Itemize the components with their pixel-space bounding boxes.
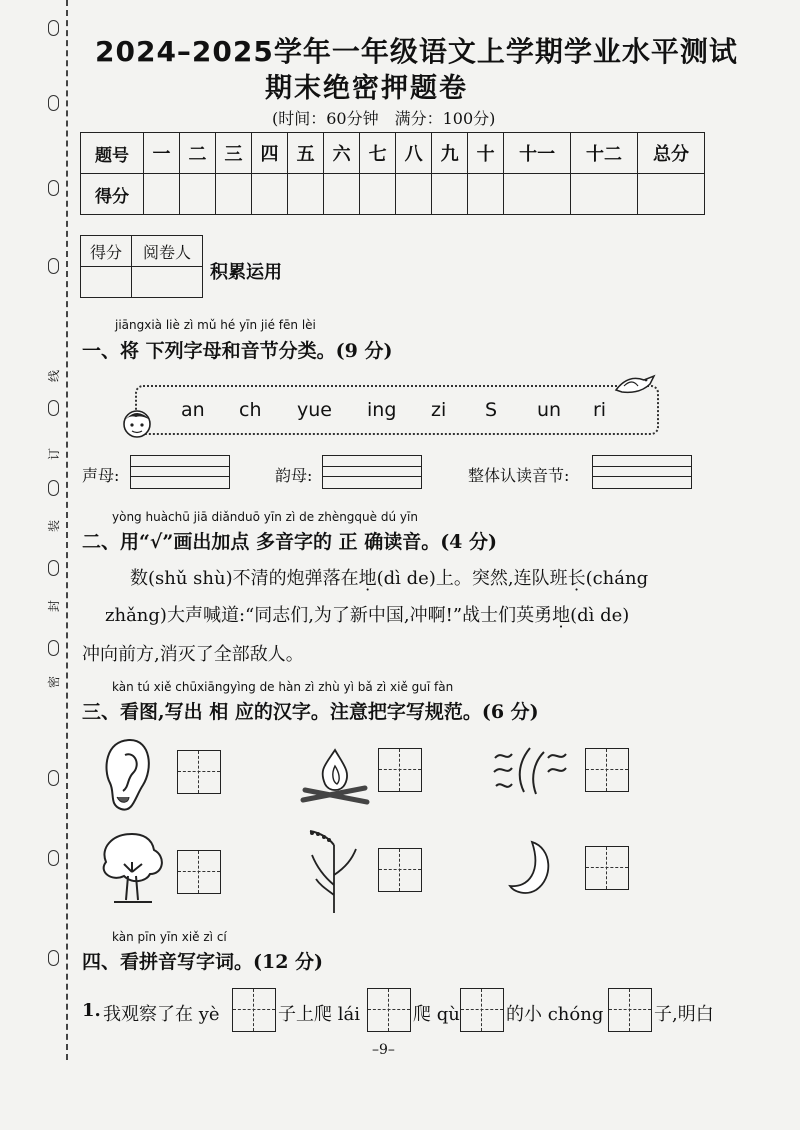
score-cell[interactable]: [637, 174, 704, 215]
score-header-cell: 九: [432, 133, 468, 174]
q4-text: 的小 chóng: [506, 1004, 604, 1025]
q4-char-grid[interactable]: [460, 988, 504, 1032]
score-cell[interactable]: [324, 174, 360, 215]
tree-picture-icon: [92, 828, 172, 908]
binding-char: 装: [47, 519, 60, 534]
q2-passage-line-1: [130, 564, 648, 590]
q2-dotted-char: 长: [567, 568, 586, 589]
section-title: 积累运用: [210, 262, 282, 283]
q2-dotted-char: 地: [358, 568, 377, 589]
score-cell[interactable]: [571, 174, 638, 215]
score-cell[interactable]: [252, 174, 288, 215]
binding-hole: [48, 640, 59, 656]
q3-pinyin: kàn tú xiě chūxiāngyìng de hàn zì zhù yì bǎ zì xiě guī fàn: [112, 680, 454, 694]
q2-text: (dì de)上。突然,连队班: [376, 568, 568, 589]
letter-item: an: [181, 399, 205, 421]
score-cell[interactable]: [504, 174, 571, 215]
q4-text: 我观察了在 yè: [103, 1004, 220, 1025]
q2-pinyin: yòng huàchū jiā diǎnduō yīn zì de zhèngquè dú yīn: [112, 510, 418, 524]
binding-char: 封: [47, 599, 60, 614]
q4-title: 四、看拼音写字词。(12 分): [82, 951, 324, 973]
score-header-cell: 三: [216, 133, 252, 174]
binding-hole: [48, 258, 59, 274]
letter-item: un: [537, 399, 562, 421]
ear-picture-icon: [95, 735, 165, 815]
grader-box: [80, 235, 203, 298]
score-header-cell: 十二: [571, 133, 638, 174]
q1-title: 一、将 下列字母和音节分类。(9 分): [82, 340, 393, 362]
score-header-cell: 八: [396, 133, 432, 174]
score-table: [80, 132, 705, 215]
binding-hole: [48, 20, 59, 36]
letter-item: ri: [593, 399, 607, 421]
q2-passage-line-2: [105, 601, 629, 627]
char-grid-ear[interactable]: [177, 750, 221, 794]
score-header-cell: 二: [180, 133, 216, 174]
fire-picture-icon: [295, 740, 375, 810]
score-header-cell: 题号: [81, 133, 144, 174]
q2-text: 数(shǔ shù)不清的炮弹落在: [130, 568, 359, 589]
score-header-cell: 四: [252, 133, 288, 174]
binding-hole: [48, 400, 59, 416]
q4-char-grid[interactable]: [367, 988, 411, 1032]
whole-syllable-label: 整体认读音节:: [468, 466, 570, 485]
boy-face-icon: [120, 406, 156, 440]
score-cell[interactable]: [216, 174, 252, 215]
finals-answer-box[interactable]: [322, 455, 422, 489]
grader-name-label: 阅卷人: [132, 236, 203, 267]
q4-item-number: 1.: [82, 1000, 101, 1021]
stream-picture-icon: [490, 740, 570, 800]
char-grid-fire[interactable]: [378, 748, 422, 792]
moon-picture-icon: [500, 838, 560, 898]
score-value-row: [81, 174, 705, 215]
char-grid-tree[interactable]: [177, 850, 221, 894]
binding-hole: [48, 950, 59, 966]
score-cell[interactable]: [468, 174, 504, 215]
binding-hole: [48, 560, 59, 576]
binding-hole: [48, 770, 59, 786]
letter-item: ing: [367, 399, 397, 421]
exam-subtitle: 期末绝密押题卷: [265, 73, 468, 104]
letter-item: yue: [297, 399, 332, 421]
q4-text: 子,明白: [654, 1004, 714, 1025]
q2-text: (dì de): [570, 605, 630, 626]
binding-hole: [48, 850, 59, 866]
char-grid-rice[interactable]: [378, 848, 422, 892]
grader-score-cell[interactable]: [81, 267, 132, 298]
q2-title: 二、用“√”画出加点 多音字的 正 确读音。(4 分): [82, 531, 498, 553]
q4-text: 爬 qù: [413, 1004, 460, 1025]
letters-banner: [135, 385, 659, 435]
score-header-cell: 七: [360, 133, 396, 174]
exam-title: 2024–2025学年一年级语文上学期学业水平测试: [95, 35, 738, 68]
score-cell[interactable]: [144, 174, 180, 215]
initials-label: 声母:: [82, 466, 120, 485]
binding-dashed-line: [66, 0, 68, 1060]
q4-char-grid[interactable]: [608, 988, 652, 1032]
q2-dotted-char: 地: [552, 605, 571, 626]
score-header-cell: 六: [324, 133, 360, 174]
binding-hole: [48, 480, 59, 496]
binding-char: 订: [47, 447, 60, 462]
finals-label: 韵母:: [275, 466, 313, 485]
binding-char: 线: [47, 369, 60, 384]
score-cell[interactable]: [396, 174, 432, 215]
page-number: –9–: [372, 1042, 395, 1058]
q2-text: (cháng: [585, 568, 649, 589]
q4-pinyin: kàn pīn yīn xiě zì cí: [112, 930, 227, 944]
q2-text: zhǎng)大声喊道:“同志们,为了新中国,冲啊!”战士们英勇: [105, 605, 553, 626]
char-grid-stream[interactable]: [585, 748, 629, 792]
score-header-cell: 总分: [637, 133, 704, 174]
score-cell[interactable]: [288, 174, 324, 215]
binding-char: 密: [47, 675, 60, 690]
initials-answer-box[interactable]: [130, 455, 230, 489]
time-info: (时间：60分钟 满分：100分): [272, 109, 496, 128]
score-cell[interactable]: [432, 174, 468, 215]
rice-plant-picture-icon: [298, 825, 368, 915]
char-grid-moon[interactable]: [585, 846, 629, 890]
binding-strip: [40, 0, 74, 1060]
grader-score-label: 得分: [81, 236, 132, 267]
whole-syllable-answer-box[interactable]: [592, 455, 692, 489]
q2-passage-line-3: 冲向前方,消灭了全部敌人。: [82, 644, 304, 665]
letter-item: ch: [239, 399, 262, 421]
score-header-cell: 五: [288, 133, 324, 174]
q3-title: 三、看图,写出 相 应的汉字。注意把字写规范。(6 分): [82, 701, 539, 723]
score-header-cell: 一: [144, 133, 180, 174]
score-cell[interactable]: [180, 174, 216, 215]
score-header-cell: 十: [468, 133, 504, 174]
bird-icon: [610, 368, 658, 398]
score-header-row: [81, 133, 705, 174]
q4-text: 子上爬 lái: [278, 1004, 360, 1025]
q1-pinyin: jiāngxià liè zì mǔ hé yīn jié fēn lèi: [115, 318, 316, 332]
q4-char-grid[interactable]: [232, 988, 276, 1032]
letter-item: zi: [431, 399, 447, 421]
score-row-label: 得分: [81, 174, 144, 215]
score-cell[interactable]: [360, 174, 396, 215]
letter-item: S: [485, 399, 498, 421]
score-header-cell: 十一: [504, 133, 571, 174]
binding-hole: [48, 95, 59, 111]
grader-name-cell[interactable]: [132, 267, 203, 298]
binding-hole: [48, 180, 59, 196]
